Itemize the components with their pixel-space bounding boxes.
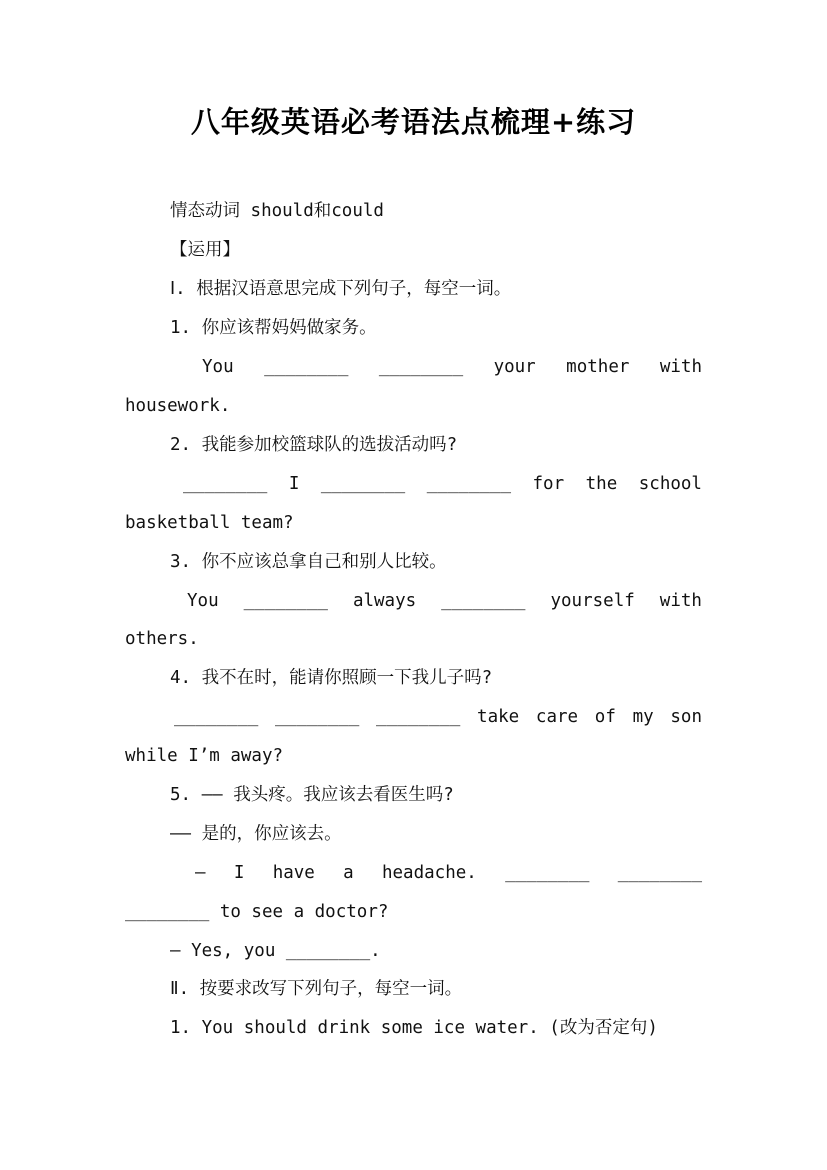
word: a — [343, 863, 354, 883]
word: of — [594, 707, 616, 727]
q5-english-b: — Yes, you ________. — [170, 941, 381, 961]
word: son — [670, 707, 702, 727]
word: with — [659, 591, 702, 611]
blank: ________ — [320, 474, 406, 494]
blank: ________ — [183, 474, 268, 494]
word: headache. — [381, 863, 477, 883]
q5-english-cont: ________ to see a doctor? — [125, 902, 389, 922]
part1-heading: Ⅰ. 根据汉语意思完成下列句子，每空一词。 — [170, 279, 512, 299]
blank: ________ — [275, 707, 360, 727]
blank: ________ — [441, 591, 526, 611]
word: my — [632, 707, 654, 727]
q2-english-cont: basketball team? — [125, 513, 294, 533]
word: school — [638, 474, 702, 494]
page-title: 八年级英语必考语法点梳理+练习 — [190, 105, 637, 139]
topic-line: 情态动词 should和could — [170, 201, 384, 221]
q3-chinese: 3. 你不应该总拿自己和别人比较。 — [170, 552, 447, 572]
q5-chinese-a: 5. —— 我头疼。我应该去看医生吗? — [170, 785, 454, 805]
word: You — [187, 591, 219, 611]
word: always — [352, 591, 417, 611]
q3-english-cont: others. — [125, 629, 199, 649]
word: your — [493, 357, 536, 377]
word: — — [195, 863, 206, 883]
word: with — [659, 357, 702, 377]
section-use-label: 【运用】 — [170, 240, 240, 260]
word: care — [535, 707, 579, 727]
q2-chinese: 2. 我能参加校篮球队的选拔活动吗? — [170, 435, 458, 455]
blank: ________ — [376, 707, 461, 727]
q2-english — [183, 472, 702, 496]
q5-chinese-b: —— 是的，你应该去。 — [170, 824, 342, 844]
part2-q1: 1. You should drink some ice water. (改为否定句) — [170, 1018, 658, 1038]
word: the — [585, 474, 618, 494]
word: I — [233, 863, 245, 883]
q4-english-cont: while I’m away? — [125, 746, 284, 766]
q1-english — [202, 355, 702, 379]
blank: ________ — [617, 863, 702, 883]
word: take — [477, 707, 520, 727]
q3-english — [187, 589, 702, 613]
blank: ________ — [426, 474, 511, 494]
word: I — [288, 474, 300, 494]
part2-heading: Ⅱ. 按要求改写下列句子，每空一词。 — [170, 979, 463, 999]
q1-chinese: 1. 你应该帮妈妈做家务。 — [170, 318, 377, 338]
q4-english — [174, 705, 702, 729]
word: You — [202, 357, 234, 377]
blank: ________ — [243, 591, 328, 611]
blank: ________ — [505, 863, 590, 883]
word: yourself — [550, 591, 635, 611]
q1-english-cont: housework. — [125, 396, 231, 416]
word: have — [272, 863, 315, 883]
q5-english — [195, 861, 702, 885]
word: mother — [566, 357, 630, 377]
blank: ________ — [264, 357, 349, 377]
blank: ________ — [174, 707, 259, 727]
blank: ________ — [378, 357, 464, 377]
q4-chinese: 4. 我不在时，能请你照顾一下我儿子吗? — [170, 668, 493, 688]
word: for — [532, 474, 565, 494]
